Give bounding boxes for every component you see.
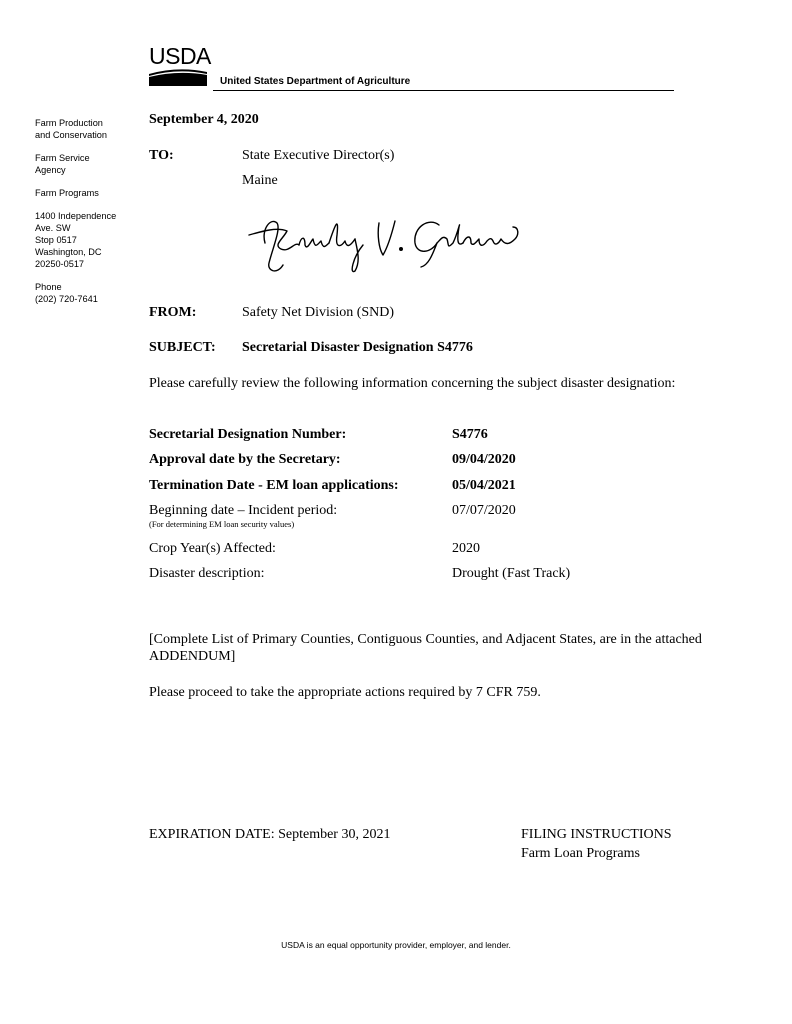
disaster-description-label: Disaster description: xyxy=(149,566,265,581)
usda-logo xyxy=(149,44,209,88)
designation-number-label: Secretarial Designation Number: xyxy=(149,427,347,442)
beginning-date-label: Beginning date – Incident period: xyxy=(149,503,338,518)
agency-name: United States Department of Agriculture xyxy=(220,76,411,87)
sidebar-mission-area: Farm Production and Conservation xyxy=(35,118,108,140)
sidebar xyxy=(35,117,140,316)
beginning-date-value: 07/07/2020 xyxy=(452,503,516,518)
crop-year-label: Crop Year(s) Affected: xyxy=(149,541,276,556)
subject-label: SUBJECT: xyxy=(149,340,216,355)
sidebar-program: Farm Programs xyxy=(35,188,99,198)
subject-value: Secretarial Disaster Designation S4776 xyxy=(242,340,473,355)
to-recipient: State Executive Director(s) xyxy=(242,148,395,163)
from-label: FROM: xyxy=(149,305,197,320)
crop-year-value: 2020 xyxy=(452,541,480,556)
to-state: Maine xyxy=(242,173,278,188)
approval-date-label: Approval date by the Secretary: xyxy=(149,452,341,467)
to-label: TO: xyxy=(149,148,174,163)
termination-date-label: Termination Date - EM loan applications: xyxy=(149,478,399,493)
usda-logo-hill-icon xyxy=(149,68,207,86)
intro-paragraph: Please carefully review the following information concerning the subject disaster designation: xyxy=(149,376,676,391)
usda-logo-text: USDA xyxy=(149,43,211,69)
expiration-date: EXPIRATION DATE: September 30, 2021 xyxy=(149,827,391,842)
sidebar-phone: Phone (202) 720-7641 xyxy=(35,282,98,304)
filing-instructions-value: Farm Loan Programs xyxy=(521,846,640,861)
addendum-note: [Complete List of Primary Counties, Contiguous Counties, and Adjacent States, are in the attached ADDENDUM] xyxy=(149,632,702,664)
filing-instructions-heading: FILING INSTRUCTIONS xyxy=(521,827,672,842)
termination-date-value: 05/04/2021 xyxy=(452,478,516,493)
beginning-date-note: (For determining EM loan security values) xyxy=(149,519,295,529)
letterhead-rule xyxy=(213,90,674,91)
footer-statement: USDA is an equal opportunity provider, employer, and lender. xyxy=(281,940,511,950)
designation-number-value: S4776 xyxy=(452,427,488,442)
signature xyxy=(243,205,528,280)
from-value: Safety Net Division (SND) xyxy=(242,305,395,320)
approval-date-value: 09/04/2020 xyxy=(452,452,516,467)
memo-date: September 4, 2020 xyxy=(149,112,259,127)
sidebar-agency: Farm Service Agency xyxy=(35,153,90,175)
proceed-note: Please proceed to take the appropriate actions required by 7 CFR 759. xyxy=(149,685,541,700)
sidebar-address: 1400 Independence Ave. SW Stop 0517 Washington, DC 20250-0517 xyxy=(35,211,117,269)
disaster-description-value: Drought (Fast Track) xyxy=(452,566,571,581)
